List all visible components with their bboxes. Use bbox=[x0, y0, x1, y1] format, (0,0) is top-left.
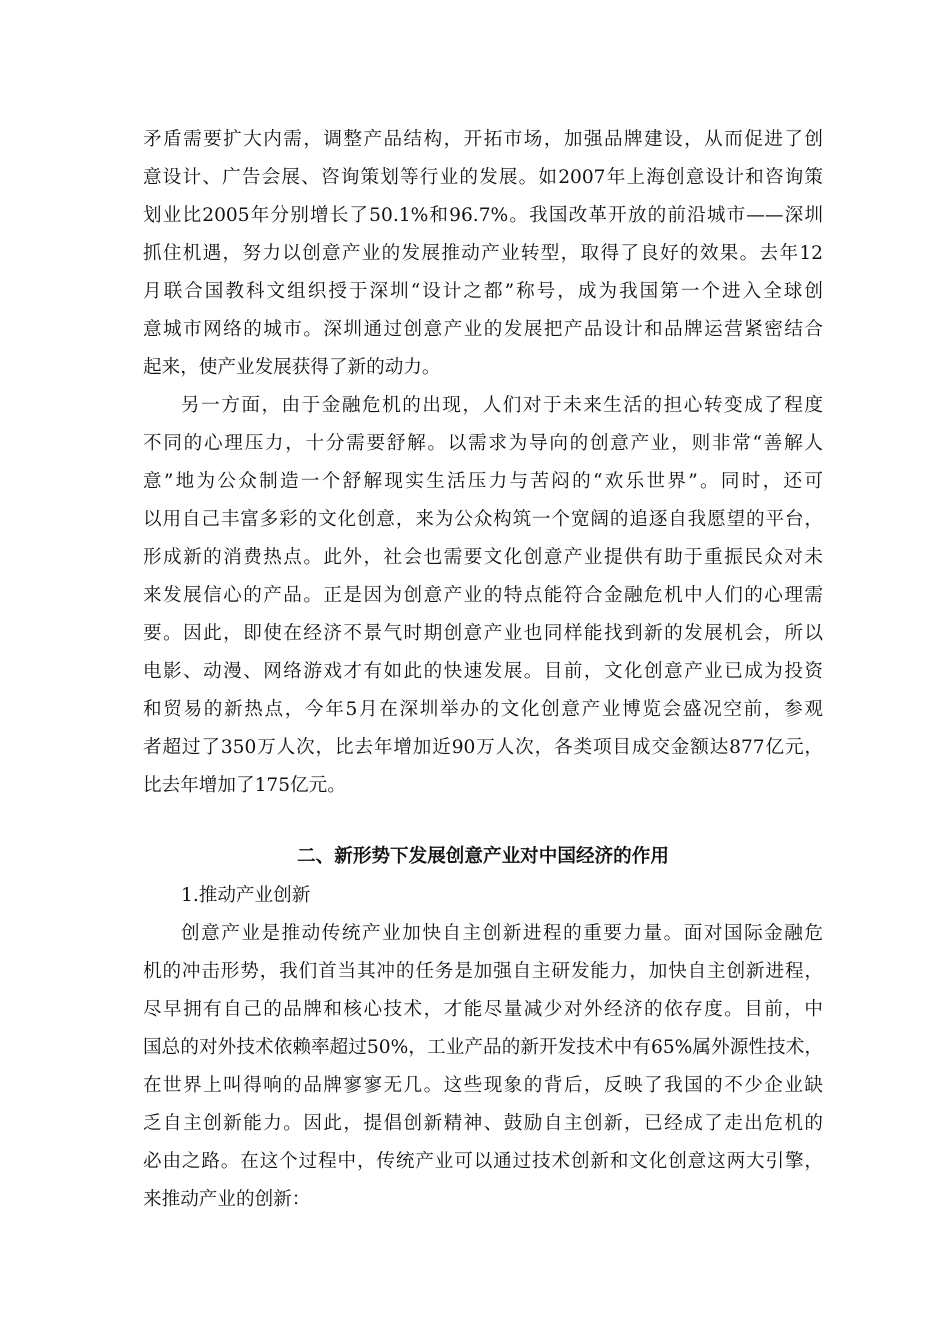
text-line: 要。因此，即使在经济不景气时期创意产业也同样能找到新的发展机会，所以 bbox=[143, 623, 823, 644]
paragraph-3 bbox=[143, 915, 823, 1219]
text-line: 创意产业是推动传统产业加快自主创新进程的重要力量。面对国际金融危 bbox=[181, 923, 823, 944]
section-spacer bbox=[143, 805, 823, 837]
section-heading: 二、新形势下发展创意产业对中国经济的作用 bbox=[297, 846, 669, 867]
text-line: 意”地为公众制造一个舒解现实生活压力与苦闷的“欢乐世界”。同时，还可 bbox=[143, 471, 823, 492]
text-line: 划业比2005年分别增长了50.1%和96.7%。我国改革开放的前沿城市——深圳 bbox=[143, 205, 823, 226]
text-line: 意设计、广告会展、咨询策划等行业的发展。如2007年上海创意设计和咨询策 bbox=[143, 167, 823, 188]
text-line: 月联合国教科文组织授于深圳“设计之都”称号，成为我国第一个进入全球创 bbox=[143, 281, 823, 302]
text-line: 起来，使产业发展获得了新的动力。 bbox=[143, 357, 441, 378]
text-line: 尽早拥有自己的品牌和核心技术，才能尽量减少对外经济的依存度。目前，中 bbox=[143, 999, 823, 1020]
text-line: 以用自己丰富多彩的文化创意，来为公众构筑一个宽阔的追逐自我愿望的平台， bbox=[143, 509, 823, 530]
document-page bbox=[143, 121, 823, 1219]
text-line: 矛盾需要扩大内需，调整产品结构，开拓市场，加强品牌建设，从而促进了创 bbox=[143, 129, 823, 150]
text-line: 抓住机遇，努力以创意产业的发展推动产业转型，取得了良好的效果。去年12 bbox=[143, 243, 823, 264]
paragraph-2 bbox=[143, 387, 823, 805]
text-line: 者超过了350万人次，比去年增加近90万人次，各类项目成交金额达877亿元， bbox=[143, 737, 823, 758]
text-line: 意城市网络的城市。深圳通过创意产业的发展把产品设计和品牌运营紧密结合 bbox=[143, 319, 823, 340]
text-line: 乏自主创新能力。因此，提倡创新精神、鼓励自主创新，已经成了走出危机的 bbox=[143, 1113, 823, 1134]
text-line: 在世界上叫得响的品牌寥寥无几。这些现象的背后，反映了我国的不少企业缺 bbox=[143, 1075, 823, 1096]
text-line: 机的冲击形势，我们首当其冲的任务是加强自主研发能力，加快自主创新进程， bbox=[143, 961, 823, 982]
text-line: 和贸易的新热点，今年5月在深圳举办的文化创意产业博览会盛况空前，参观 bbox=[143, 699, 823, 720]
text-line: 必由之路。在这个过程中，传统产业可以通过技术创新和文化创意这两大引擎， bbox=[143, 1151, 823, 1172]
text-line: 电影、动漫、网络游戏才有如此的快速发展。目前，文化创意产业已成为投资 bbox=[143, 661, 823, 682]
text-line: 不同的心理压力，十分需要舒解。以需求为导向的创意产业，则非常“善解人 bbox=[143, 433, 823, 454]
text-line: 来推动产业的创新： bbox=[143, 1189, 311, 1210]
subheading: 1.推动产业创新 bbox=[181, 885, 311, 906]
text-line: 形成新的消费热点。此外，社会也需要文化创意产业提供有助于重振民众对未 bbox=[143, 547, 823, 568]
text-line: 来发展信心的产品。正是因为创意产业的特点能符合金融危机中人们的心理需 bbox=[143, 585, 823, 606]
paragraph-1 bbox=[143, 121, 823, 387]
text-line: 另一方面，由于金融危机的出现，人们对于未来生活的担心转变成了程度 bbox=[181, 395, 823, 416]
text-line: 国总的对外技术依赖率超过50%，工业产品的新开发技术中有65%属外源性技术， bbox=[143, 1037, 823, 1058]
text-line: 比去年增加了175亿元。 bbox=[143, 775, 346, 796]
